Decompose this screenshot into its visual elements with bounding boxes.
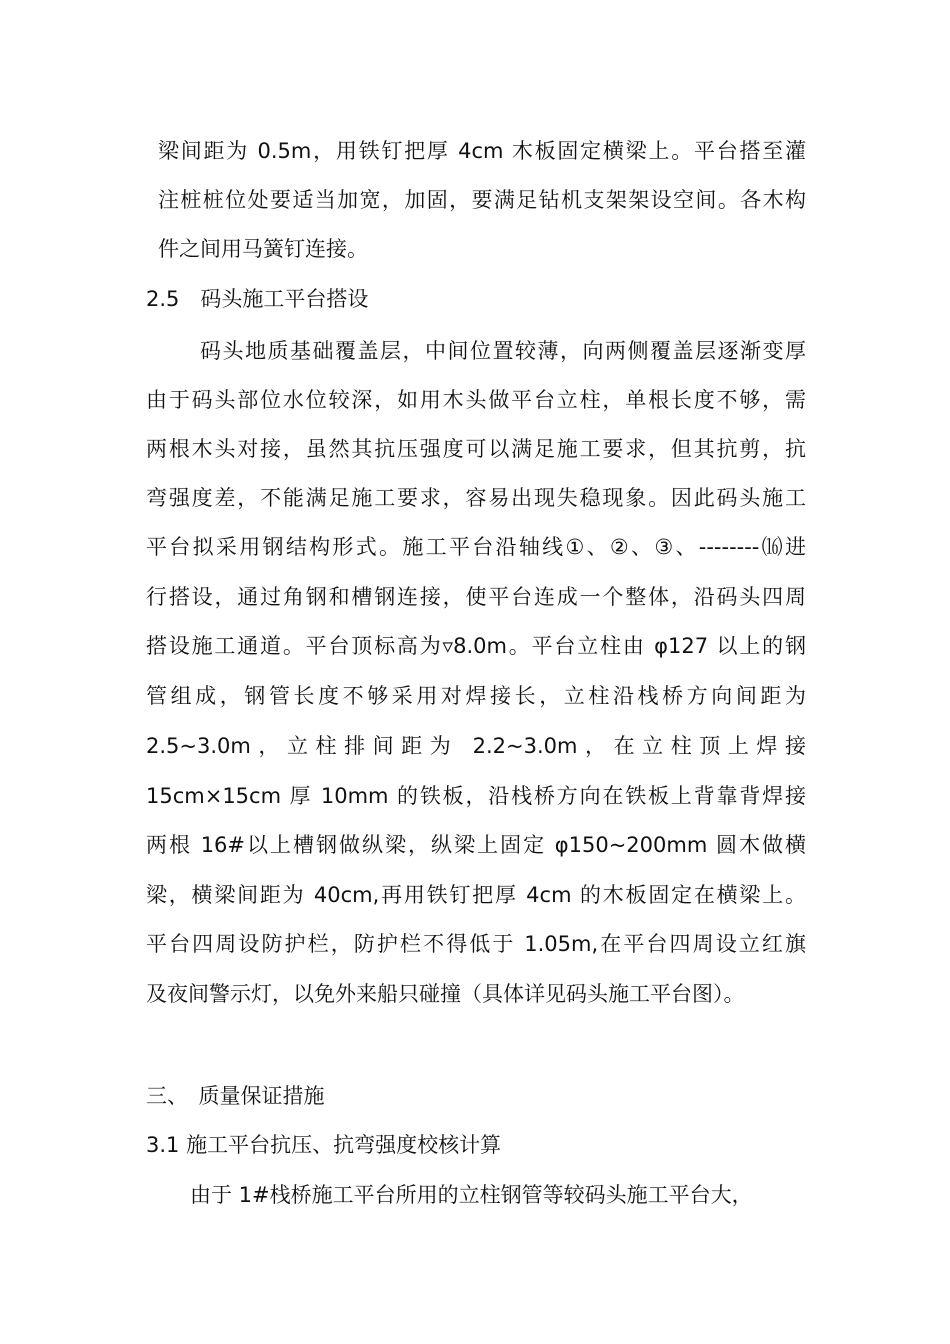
paragraph-line: 件之间用马簧钉连接。 (158, 237, 368, 261)
paragraph-line: 两根木头对接，虽然其抗压强度可以满足施工要求，但其抗剪，抗 (146, 437, 806, 461)
paragraph-line: 弯强度差，不能满足施工要求，容易出现失稳现象。因此码头施工 (146, 486, 806, 510)
paragraph-line: 管组成，钢管长度不够采用对焊接长，立柱沿栈桥方向间距为 (146, 684, 806, 708)
section-heading-3: 三、 质量保证措施 (146, 1084, 325, 1108)
paragraph-line: 梁间距为 0.5m，用铁钉把厚 4cm 木板固定横梁上。平台搭至灌 (158, 139, 806, 163)
paragraph-line: 及夜间警示灯，以免外来船只碰撞（具体详见码头施工平台图）。 (146, 982, 745, 1006)
section-heading-2-5: 2.5 码头施工平台搭设 (146, 287, 369, 311)
paragraph-line: 梁，横梁间距为 40cm,再用铁钉把厚 4cm 的木板固定在横梁上。 (146, 883, 806, 907)
section-heading-3-1: 3.1 施工平台抗压、抗弯强度校核计算 (146, 1133, 502, 1157)
paragraph-line: 由于码头部位水位较深，如用木头做平台立柱，单根长度不够，需 (146, 388, 806, 412)
paragraph-line: 15cm×15cm 厚 10mm 的铁板，沿栈桥方向在铁板上背靠背焊接 (146, 784, 806, 808)
paragraph-line: 由于 1#栈桥施工平台所用的立柱钢管等较码头施工平台大， (190, 1183, 753, 1207)
paragraph-line: 行搭设，通过角钢和槽钢连接，使平台连成一个整体，沿码头四周 (146, 585, 806, 609)
paragraph-line: 两根 16#以上槽钢做纵梁，纵梁上固定 φ150~200mm 圆木做横 (146, 833, 806, 857)
paragraph-line: 平台四周设防护栏，防护栏不得低于 1.05m,在平台四周设立红旗 (146, 932, 806, 956)
paragraph-line: 平台拟采用钢结构形式。施工平台沿轴线①、②、③、--------⒃进 (146, 535, 806, 559)
paragraph-line: 注桩桩位处要适当加宽，加固，要满足钻机支架架设空间。各木构 (158, 188, 806, 212)
paragraph-line: 搭设施工通道。平台顶标高为▿8.0m。平台立柱由 φ127 以上的钢 (146, 634, 806, 658)
paragraph-line: 2.5~3.0m，立柱排间距为 2.2~3.0m，在立柱顶上焊接 (146, 734, 806, 758)
paragraph-line: 码头地质基础覆盖层，中间位置较薄，向两侧覆盖层逐渐变厚 (200, 339, 806, 363)
